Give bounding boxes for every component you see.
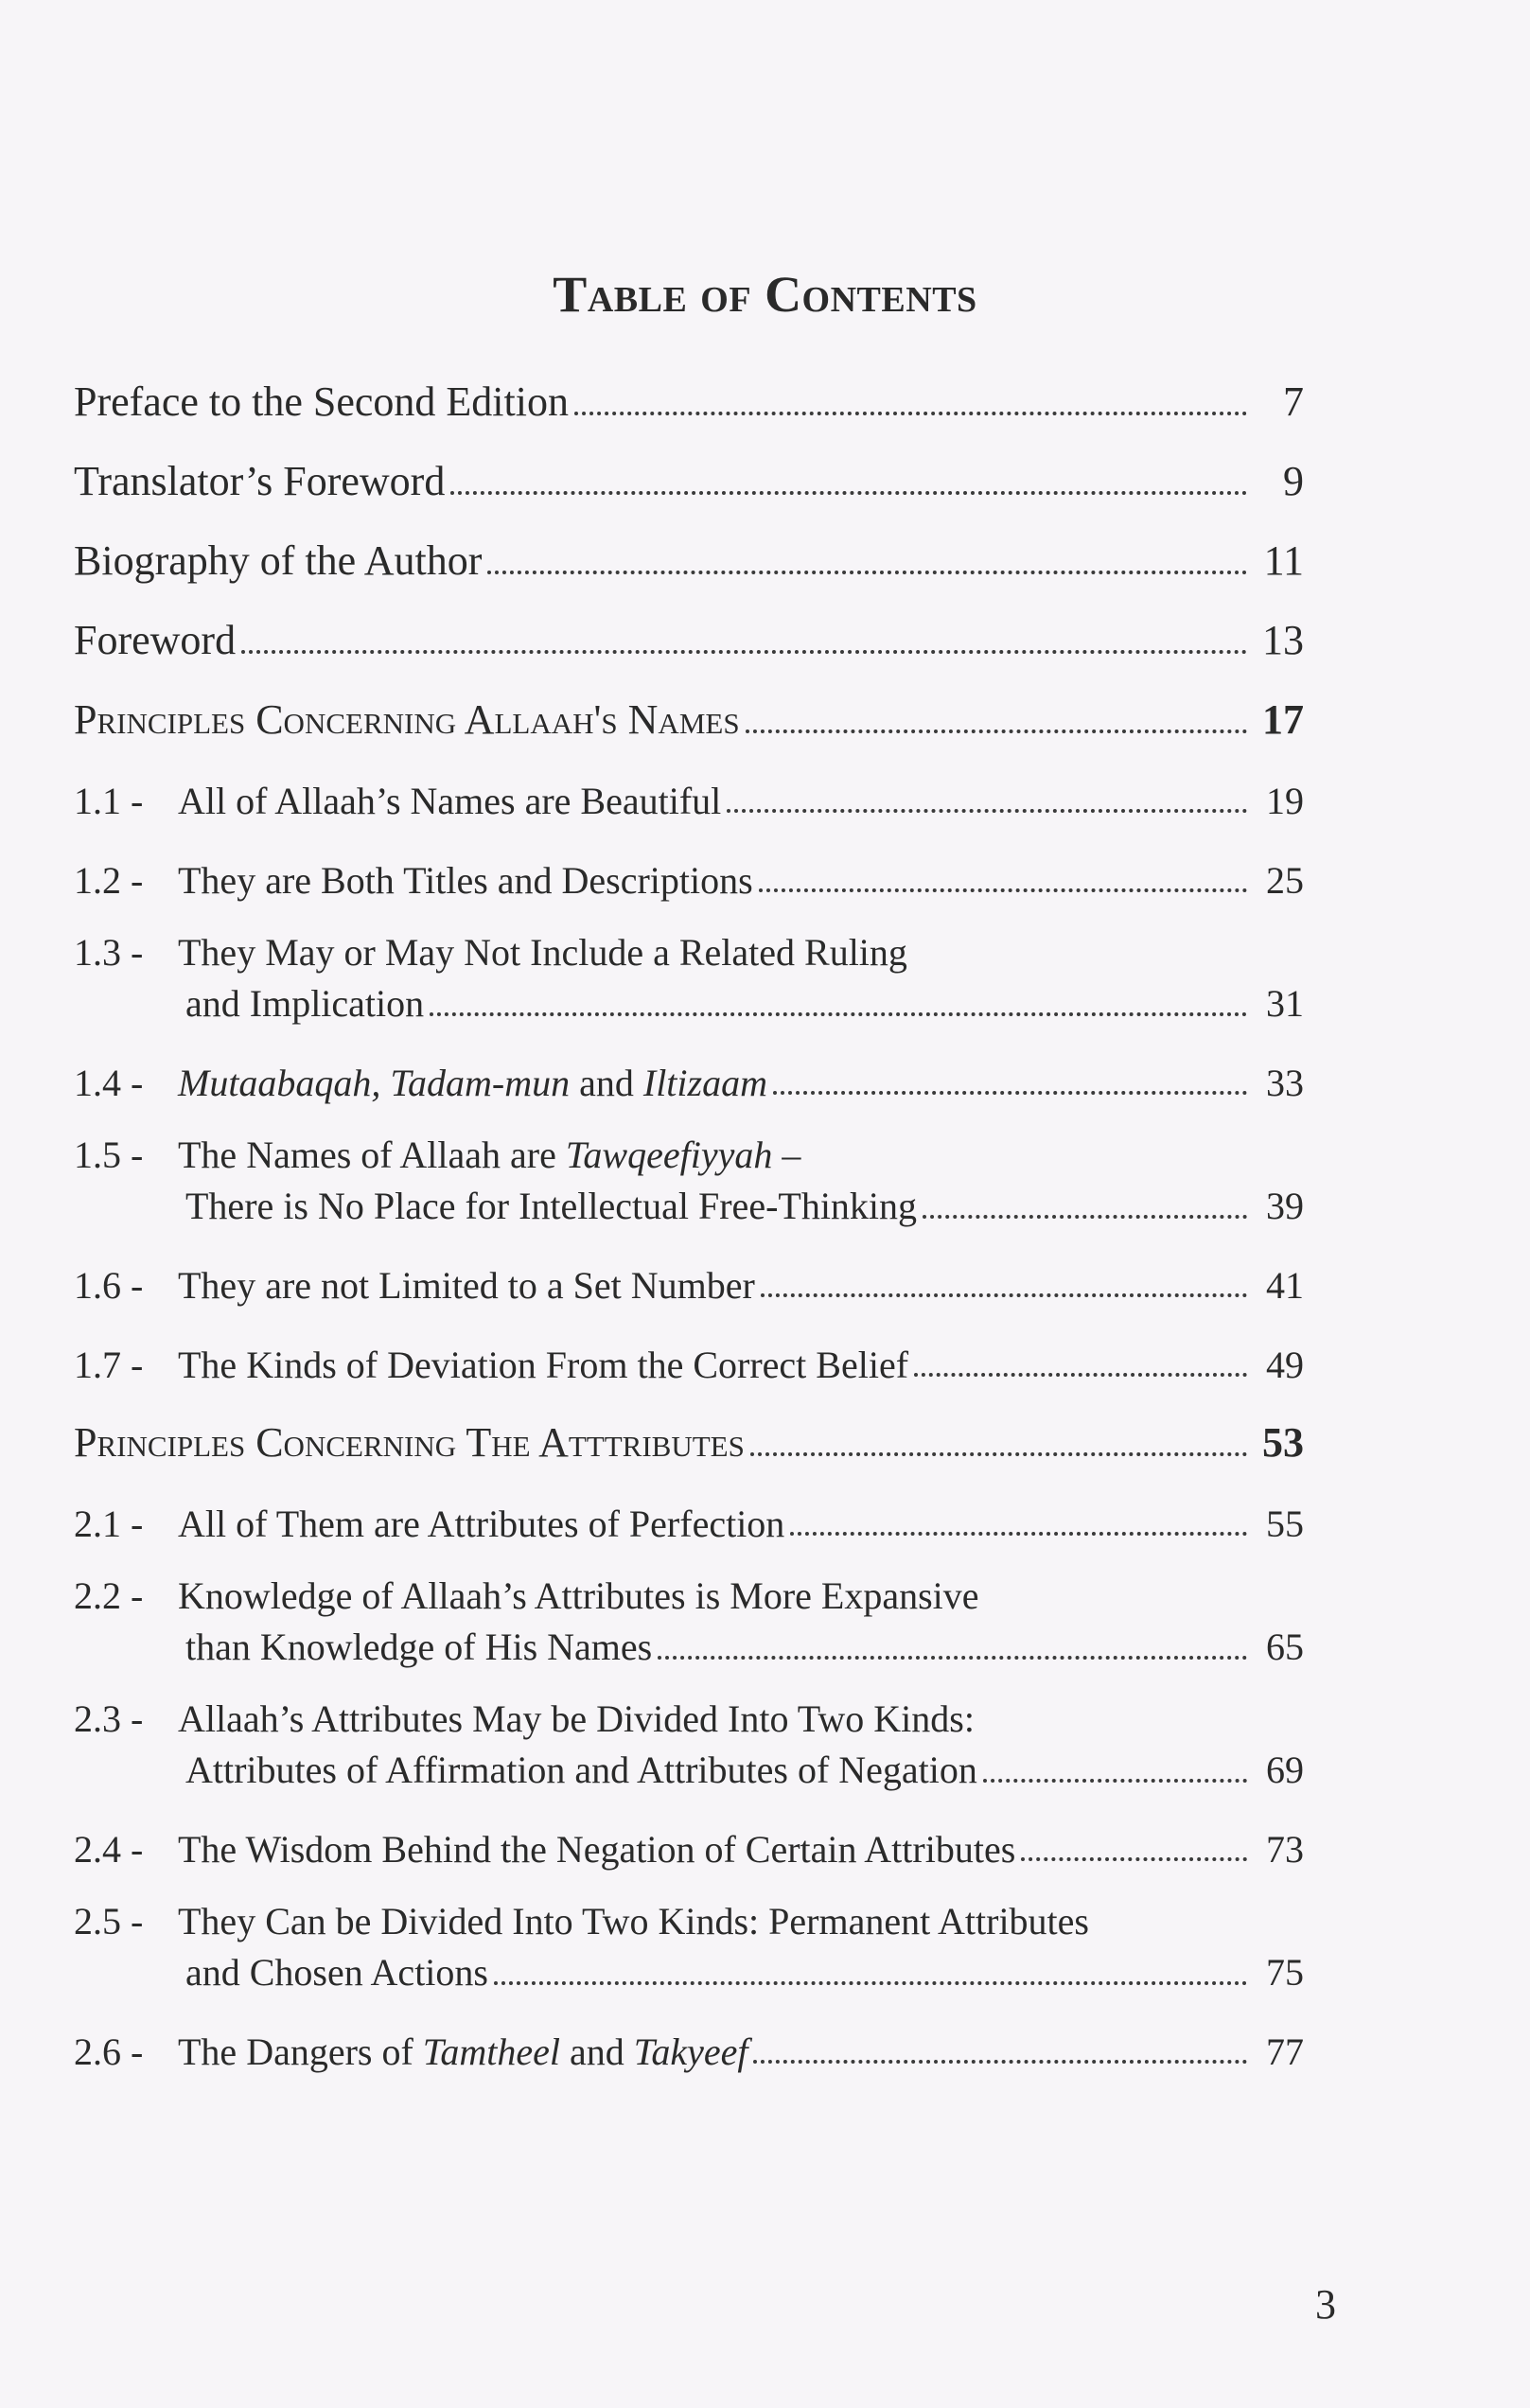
dot-leader [574,412,1247,415]
page-number: 49 [1266,1344,1304,1386]
entry-label-line2: than Knowledge of His Names [185,1626,653,1668]
page-title: Table of Contents [553,266,977,323]
dot-leader [1021,1857,1247,1861]
page-number: 13 [1262,617,1304,663]
italic-term: Mutaabaqah, Tadam-mun [178,1062,571,1104]
page-number: 25 [1266,859,1304,902]
section-number: 1.3 - [74,931,144,974]
toc-entry-biography[interactable] [74,528,1304,585]
toc-entry-1-7[interactable] [74,1330,1304,1387]
section-number: 2.1 - [74,1503,144,1545]
entry-label-line2: There is No Place for Intellectual Free-Thinking [185,1185,918,1227]
toc-entry-1-2[interactable] [74,846,1304,903]
page-number: 53 [1262,1419,1304,1466]
label-text: – [772,1134,801,1176]
entry-label-line1: They Can be Divided Into Two Kinds: Permanent Attributes [178,1900,1089,1942]
label-connector: and [570,1062,643,1104]
toc-entry-1-3[interactable] [74,925,1304,1026]
folio-page-number: 3 [1315,2281,1336,2328]
toc-entry-2-3[interactable] [74,1692,1304,1792]
entry-label-line2: and Implication [185,982,425,1025]
section-number: 2.6 - [74,2030,144,2073]
section-number: 1.7 - [74,1344,144,1386]
toc-entry-translators-foreword[interactable] [74,448,1304,505]
dot-leader [746,729,1247,733]
section-number: 1.2 - [74,859,144,902]
table-of-contents [74,369,1304,2097]
entry-label [178,1061,767,1105]
entry-label-line2: Attributes of Affirmation and Attributes of Negation [185,1749,977,1791]
entry-label: Preface to the Second Edition [74,378,569,425]
section-number: 1.5 - [74,1134,144,1176]
toc-entry-2-2[interactable] [74,1569,1304,1669]
entry-label: All of Allaah’s Names are Beautiful [178,780,722,822]
dot-leader [983,1779,1247,1783]
italic-term: Takyeef [633,2030,748,2073]
toc-entry-2-5[interactable] [74,1894,1304,1995]
toc-entry-foreword[interactable] [74,607,1304,664]
label-text: The Dangers of [178,2030,423,2073]
entry-label [178,2030,747,2074]
page-number: 33 [1266,1062,1304,1104]
dot-leader [790,1532,1247,1536]
dot-leader [753,2060,1247,2064]
entry-label: They are not Limited to a Set Number [178,1264,755,1307]
italic-term: Tamtheel [422,2030,560,2073]
section-number: 2.5 - [74,1900,144,1942]
dot-leader [773,1091,1247,1095]
entry-label-line1: Knowledge of Allaah’s Attributes is More Expansive [178,1574,979,1617]
toc-entry-1-5[interactable] [74,1128,1304,1228]
toc-entry-2-6[interactable] [74,2017,1304,2074]
toc-entry-preface[interactable] [74,369,1304,426]
entry-label: Translator’s Foreword [74,458,446,504]
entry-label: Biography of the Author [74,537,483,584]
toc-part-attributes[interactable] [74,1410,1304,1467]
dot-leader [450,491,1247,495]
section-number: 1.1 - [74,780,144,822]
page-number: 73 [1266,1828,1304,1871]
page-number: 31 [1266,982,1304,1025]
section-number: 1.4 - [74,1062,144,1104]
page-number: 75 [1266,1951,1304,1994]
page-number: 19 [1266,780,1304,822]
italic-term: Tawqeefiyyah [565,1134,773,1176]
dot-leader [727,809,1247,813]
label-connector: and [560,2030,634,2073]
toc-part-names[interactable] [74,687,1304,744]
toc-entry-1-4[interactable] [74,1048,1304,1105]
part-label: Principles Concerning Allaah's Names [74,696,740,743]
dot-leader [241,650,1247,654]
entry-label: The Wisdom Behind the Negation of Certain Attributes [178,1828,1016,1871]
entry-label-line1: Allaah’s Attributes May be Divided Into Two Kinds: [178,1697,975,1740]
dot-leader [914,1373,1247,1377]
part-label: Principles Concerning The Atttributes [74,1419,745,1466]
entry-label: They are Both Titles and Descriptions [178,859,753,902]
dot-leader [759,888,1247,892]
section-number: 2.3 - [74,1697,144,1740]
page-number: 17 [1262,696,1304,743]
dot-leader [923,1215,1247,1219]
toc-entry-1-6[interactable] [74,1251,1304,1308]
page-number: 39 [1266,1185,1304,1227]
label-text: The Names of Allaah are [178,1134,566,1176]
entry-label-line2: and Chosen Actions [185,1951,488,1994]
toc-entry-2-4[interactable] [74,1815,1304,1872]
page-number: 11 [1263,537,1304,584]
italic-term: Iltizaam [642,1062,767,1104]
entry-label: Foreword [74,617,237,663]
page-number: 77 [1266,2030,1304,2073]
dot-leader [750,1452,1247,1456]
section-number: 2.4 - [74,1828,144,1871]
dot-leader [430,1012,1247,1016]
entry-label-line1 [178,1133,800,1177]
dot-leader [494,1981,1247,1985]
section-number: 2.2 - [74,1574,144,1617]
page-number: 41 [1266,1264,1304,1307]
dot-leader [487,571,1247,574]
dot-leader [658,1656,1247,1660]
dot-leader [761,1293,1247,1297]
page-number: 9 [1283,458,1304,504]
entry-label: All of Them are Attributes of Perfection [178,1503,785,1545]
page-number: 7 [1283,378,1304,425]
page-number: 65 [1266,1626,1304,1668]
page-number: 55 [1266,1503,1304,1545]
page-number: 69 [1266,1749,1304,1791]
entry-label-line1: They May or May Not Include a Related Ruling [178,931,907,974]
section-number: 1.6 - [74,1264,144,1307]
entry-label: The Kinds of Deviation From the Correct Belief [178,1344,909,1386]
toc-entry-2-1[interactable] [74,1489,1304,1546]
toc-entry-1-1[interactable] [74,766,1304,823]
